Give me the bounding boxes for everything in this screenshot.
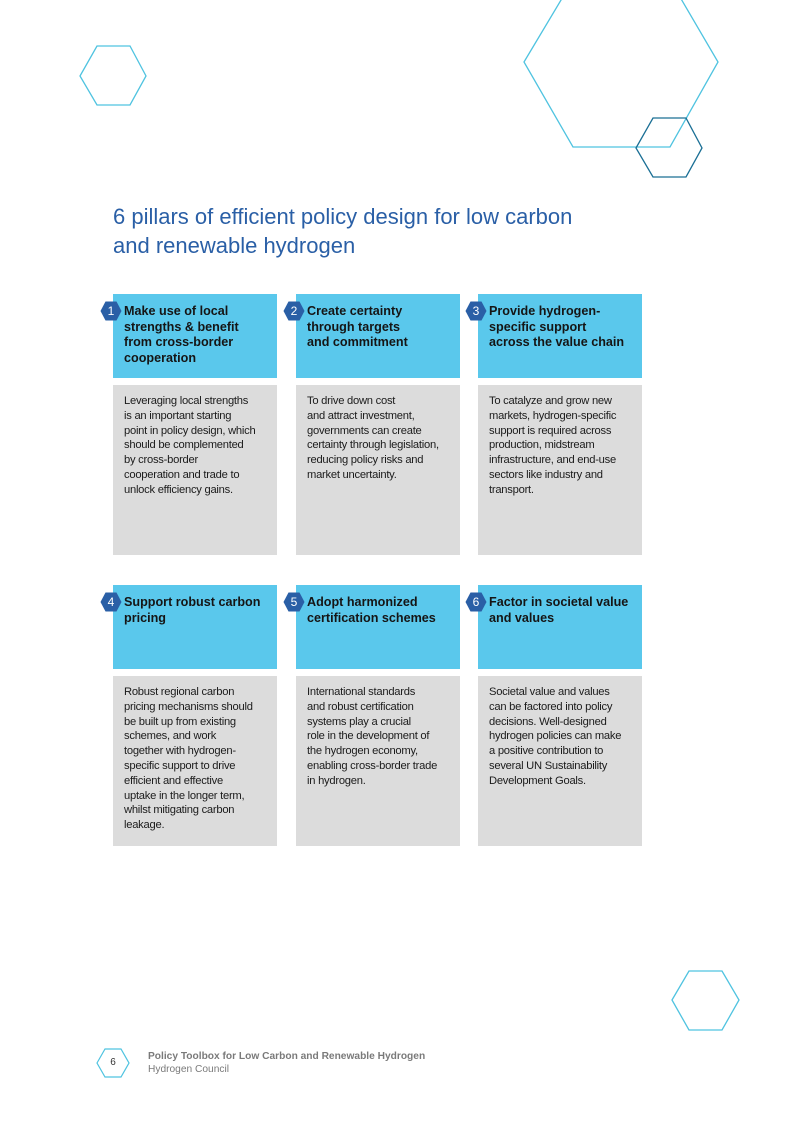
pillar-heading-line: and commitment xyxy=(307,335,408,350)
pillar-description-line: point in policy design, which xyxy=(124,424,256,437)
pillar-heading-line: across the value chain xyxy=(489,335,625,350)
pillar-heading-line: Factor in societal value xyxy=(489,595,629,609)
pillar-description-line: cooperation and trade to xyxy=(124,468,240,481)
pillar-description-line: and attract investment, xyxy=(307,409,415,422)
pillar-description-line: Societal value and values xyxy=(489,686,610,698)
pillar-heading-line: Make use of local xyxy=(124,304,229,318)
pillar-header xyxy=(290,294,460,378)
pillar-number: 6 xyxy=(472,595,480,609)
pillar-description-line: efficient and effective xyxy=(124,774,223,787)
pillar-body xyxy=(478,676,642,846)
pillar-description xyxy=(307,394,456,483)
pillar-description-line: International standards xyxy=(307,686,416,698)
pillar-heading-line: Adopt harmonized xyxy=(307,595,418,609)
hexagon-outline-top-right-large xyxy=(524,0,718,147)
pillar-description-line: decisions. Well-designed xyxy=(489,715,607,728)
pillar-description-line: infrastructure, and end-use xyxy=(489,454,616,467)
pillar-description-line: Robust regional carbon xyxy=(124,686,235,698)
pillar-description-line: hydrogen policies can make xyxy=(489,730,622,743)
pillar-heading-line: Provide hydrogen- xyxy=(489,304,601,318)
pillar-heading-line: pricing xyxy=(124,610,166,625)
pillar-number: 1 xyxy=(107,304,115,318)
pillar-description-line: To catalyze and grow new xyxy=(489,395,612,407)
pillar-card xyxy=(472,294,642,555)
pillar-card xyxy=(107,294,277,555)
footer xyxy=(148,1050,425,1076)
pillar-number-badge xyxy=(465,592,487,612)
pillar-description-line: reducing policy risks and xyxy=(307,454,424,467)
pillar-body xyxy=(113,676,277,846)
hexagon-outline-top-right-small xyxy=(636,118,702,177)
page-title-line: and renewable hydrogen xyxy=(113,233,356,258)
hexagon-outline-top-left xyxy=(80,46,146,105)
pillar-description-line: systems play a crucial xyxy=(307,715,411,728)
pillar-description-line: markets, hydrogen-specific xyxy=(489,409,617,422)
pillar-heading-line: from cross-border xyxy=(124,335,234,350)
pillar-description-line: can be factored into policy xyxy=(489,700,613,713)
pillar-card xyxy=(107,585,277,846)
page-title xyxy=(113,202,673,260)
pillar-number: 2 xyxy=(290,304,298,318)
pillar-description-line: leakage. xyxy=(124,819,165,832)
pillar-body xyxy=(296,385,460,555)
pillar-description-line: To drive down cost xyxy=(307,395,396,407)
pillar-description-line: production, midstream xyxy=(489,439,595,452)
pillar-description xyxy=(124,685,273,833)
hexagon-outline-bottom-right xyxy=(672,971,739,1030)
footer-publisher: Hydrogen Council xyxy=(148,1064,229,1075)
pillar-number: 5 xyxy=(290,595,298,609)
pillar-card xyxy=(290,585,460,846)
pillar-description-line: schemes, and work xyxy=(124,730,217,743)
pillar-heading-line: specific support xyxy=(489,319,587,334)
pillar-description-line: specific support to drive xyxy=(124,759,236,772)
pillar-description-line: and robust certification xyxy=(307,700,414,713)
pillar-body xyxy=(478,385,642,555)
pillar-heading xyxy=(124,595,271,626)
pillar-heading-line: Support robust carbon xyxy=(124,595,261,609)
pillar-description-line: should be complemented xyxy=(124,439,244,452)
pillar-heading-line: through targets xyxy=(307,319,401,334)
pillar-description xyxy=(124,394,273,498)
pillar-description-line: whilst mitigating carbon xyxy=(124,804,235,817)
pillar-description-line: support is required across xyxy=(489,424,612,437)
page-number-badge xyxy=(96,1046,130,1080)
pillar-heading-line: and values xyxy=(489,610,555,625)
pillar-description xyxy=(489,394,638,498)
pillar-card xyxy=(472,585,642,846)
pillar-description-line: in hydrogen. xyxy=(307,774,366,787)
pillar-heading-line: certification schemes xyxy=(307,610,436,625)
pillar-heading xyxy=(489,595,636,626)
pillar-description-line: sectors like industry and xyxy=(489,468,603,481)
footer-doc-title: Policy Toolbox for Low Carbon and Renewable Hydrogen xyxy=(148,1051,426,1062)
pillar-card xyxy=(290,294,460,555)
pillar-description-line: unlock efficiency gains. xyxy=(124,483,233,496)
pillar-number-badge xyxy=(100,592,122,612)
pillar-header xyxy=(290,585,460,669)
pillar-description-line: Development Goals. xyxy=(489,774,586,787)
pillar-header xyxy=(472,294,642,378)
pillar-heading xyxy=(489,304,636,351)
page-title-line: 6 pillars of efficient policy design for low carbon xyxy=(113,204,573,229)
pillar-heading xyxy=(307,595,454,626)
pillar-number: 3 xyxy=(472,304,480,318)
pillar-description xyxy=(489,685,638,789)
pillar-description-line: enabling cross-border trade xyxy=(307,759,438,772)
pillar-number-badge xyxy=(283,592,305,612)
pillar-heading-line: strengths & benefit xyxy=(124,319,239,334)
pillar-header xyxy=(472,585,642,669)
pillar-number: 4 xyxy=(107,595,115,609)
pillar-description-line: transport. xyxy=(489,483,534,496)
pillar-number-badge xyxy=(465,301,487,321)
pillar-heading xyxy=(307,304,454,351)
pillar-description-line: Leveraging local strengths xyxy=(124,395,249,407)
pillar-description-line: certainty through legislation, xyxy=(307,439,439,452)
page-number: 6 xyxy=(110,1057,116,1068)
pillar-number-badge xyxy=(100,301,122,321)
pillar-description-line: be built up from existing xyxy=(124,715,236,728)
pillar-body xyxy=(296,676,460,846)
pillar-description-line: several UN Sustainability xyxy=(489,759,608,772)
pillar-description-line: market uncertainty. xyxy=(307,468,397,481)
pillar-header xyxy=(107,294,277,378)
pillar-heading xyxy=(124,304,271,366)
pillar-description-line: pricing mechanisms should xyxy=(124,700,253,713)
pillar-description-line: role in the development of xyxy=(307,730,430,743)
pillar-heading-line: Create certainty xyxy=(307,304,403,318)
pillar-header xyxy=(107,585,277,669)
pillar-description-line: together with hydrogen- xyxy=(124,745,236,758)
pillar-description-line: uptake in the longer term, xyxy=(124,789,245,802)
pillar-heading-line: cooperation xyxy=(124,350,197,365)
pillar-description-line: by cross-border xyxy=(124,454,198,467)
pillar-description-line: the hydrogen economy, xyxy=(307,745,418,758)
pillar-number-badge xyxy=(283,301,305,321)
pillar-description-line: is an important starting xyxy=(124,409,232,422)
pillar-description xyxy=(307,685,456,789)
pillar-description-line: governments can create xyxy=(307,424,422,437)
pillar-body xyxy=(113,385,277,555)
pillar-description-line: a positive contribution to xyxy=(489,745,604,758)
